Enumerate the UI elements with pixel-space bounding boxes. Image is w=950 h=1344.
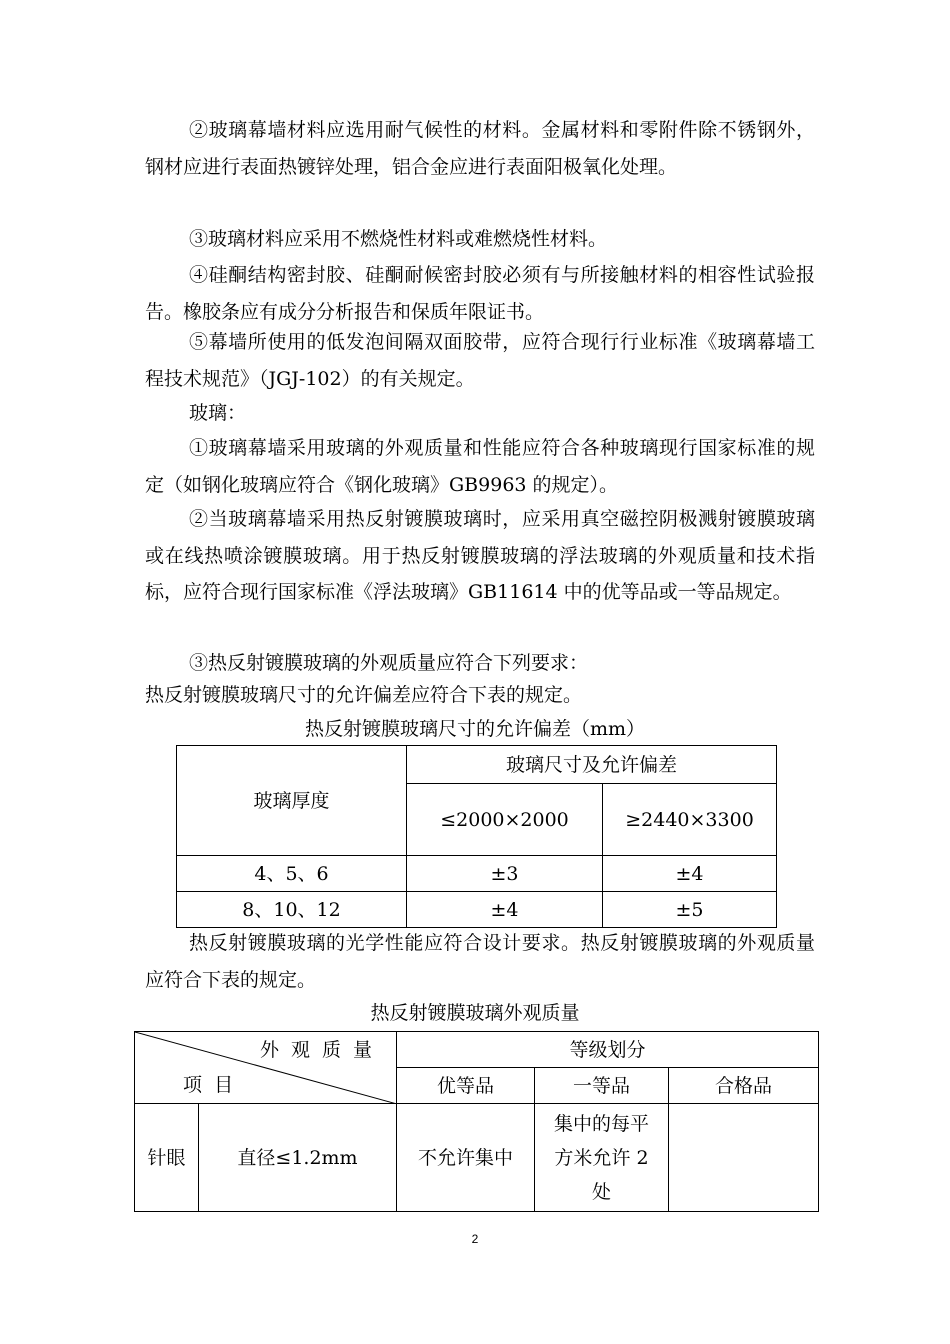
header-grade-first: 一等品 <box>535 1068 669 1104</box>
paragraph-reflective-coated-glass: ②当玻璃幕墙采用热反射镀膜玻璃时，应采用真空磁控阴极溅射镀膜玻璃或在线热喷涂镀膜玻璃。用于热反射镀膜玻璃的浮法玻璃的外观质量和技术指标，应符合现行国家标准《浮法玻璃》GB11614 中的优等品或一等品规定。 <box>145 508 815 603</box>
header-glass-thickness: 玻璃厚度 <box>177 746 407 856</box>
header-size-and-tolerance: 玻璃尺寸及允许偏差 <box>407 746 777 784</box>
table-cell: ±4 <box>407 892 603 928</box>
table-cell: ±5 <box>603 892 777 928</box>
paragraph-optical-performance: 热反射镀膜玻璃的光学性能应符合设计要求。热反射镀膜玻璃的外观质量应符合下表的规定。 <box>145 932 815 991</box>
size-tolerance-table <box>176 745 777 928</box>
header-size-large: ≥2440×3300 <box>603 784 777 856</box>
paragraph-double-sided-tape: ⑤幕墙所使用的低发泡间隔双面胶带，应符合现行行业标准《玻璃幕墙工程技术规范》（JGJ-102）的有关规定。 <box>145 331 815 390</box>
header-grade-excellent: 优等品 <box>397 1068 535 1104</box>
table-cell: ±4 <box>603 856 777 892</box>
pinhole-item: 针眼 <box>135 1104 199 1212</box>
table1-caption: 热反射镀膜玻璃尺寸的允许偏差（mm） <box>304 718 646 740</box>
paragraph-silicone-sealant: ④硅酮结构密封胶、硅酮耐候密封胶必须有与所接触材料的相容性试验报告。橡胶条应有成分分析报告和保质年限证书。 <box>145 264 815 323</box>
header-size-small: ≤2000×2000 <box>407 784 603 856</box>
paragraph-size-tolerance-intro: 热反射镀膜玻璃尺寸的允许偏差应符合下表的规定。 <box>145 684 583 706</box>
pinhole-spec: 直径≤1.2mm <box>199 1104 397 1212</box>
paragraph-glass-standards: ①玻璃幕墙采用玻璃的外观质量和性能应符合各种玻璃现行国家标准的规定（如钢化玻璃应符合《钢化玻璃》GB9963 的规定）。 <box>145 437 815 496</box>
table-cell: 8、10、12 <box>177 892 407 928</box>
paragraph-appearance-requirements: ③热反射镀膜玻璃的外观质量应符合下列要求： <box>189 652 589 674</box>
paragraph-non-combustible: ③玻璃材料应采用不燃烧性材料或难燃烧性材料。 <box>189 228 608 250</box>
appearance-quality-table <box>134 1031 819 1212</box>
header-appearance-quality: 外观质量 <box>259 1039 384 1061</box>
pinhole-excellent: 不允许集中 <box>397 1104 535 1212</box>
header-grade-qualified: 合格品 <box>669 1068 819 1104</box>
table2-caption: 热反射镀膜玻璃外观质量 <box>370 1002 580 1024</box>
table-cell: 4、5、6 <box>177 856 407 892</box>
pinhole-first: 集中的每平方米允许 2 处 <box>535 1104 669 1212</box>
page-number: 2 <box>471 1232 479 1246</box>
pinhole-qualified <box>669 1104 819 1212</box>
table-cell: ±3 <box>407 856 603 892</box>
paragraph-glass-heading: 玻璃： <box>189 402 247 424</box>
header-grade-classification: 等级划分 <box>397 1032 819 1068</box>
paragraph-weather-resistant-materials: ②玻璃幕墙材料应选用耐气候性的材料。金属材料和零附件除不锈钢外，钢材应进行表面热镀锌处理，铝合金应进行表面阳极氧化处理。 <box>145 119 815 178</box>
diagonal-header-cell <box>135 1032 397 1104</box>
header-item: 项 目 <box>183 1074 234 1096</box>
